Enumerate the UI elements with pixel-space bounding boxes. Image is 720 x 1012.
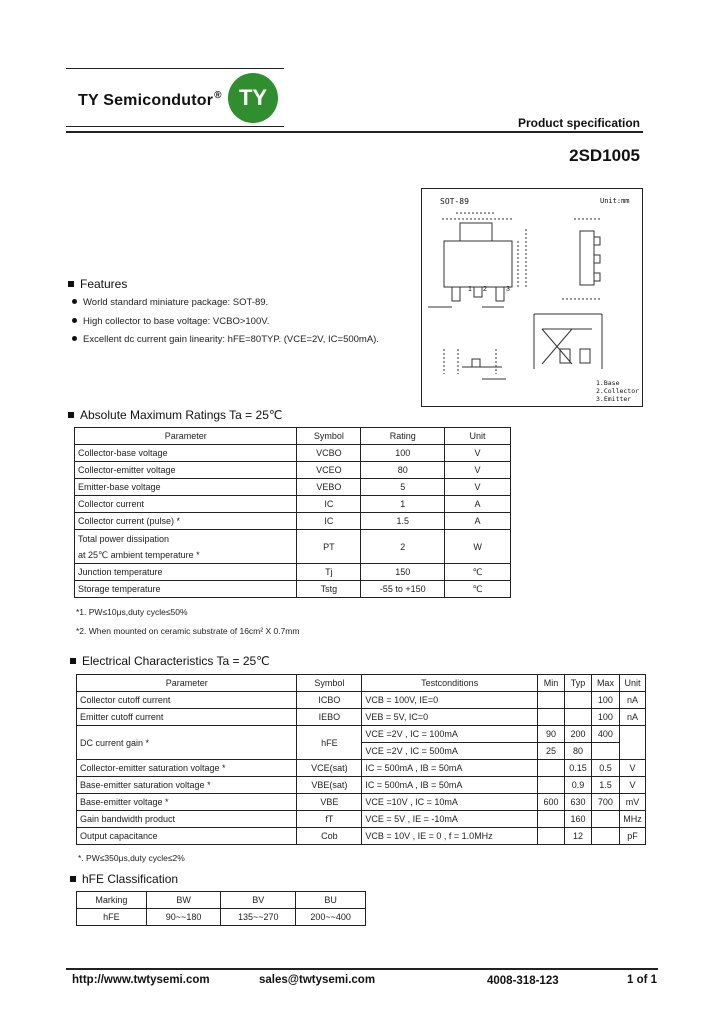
table-header-row <box>75 428 511 445</box>
bullet-icon <box>72 336 77 341</box>
cell-unit: V <box>619 777 645 794</box>
cell-parameter: Emitter cutoff current <box>77 709 297 726</box>
cell-unit: ℃ <box>445 564 511 581</box>
header-under-logo-rule <box>66 126 284 127</box>
section-square-icon <box>68 412 74 418</box>
table-row <box>75 479 511 496</box>
cell-parameter: Collector-emitter saturation voltage * <box>77 760 297 777</box>
cell-min: 25 <box>538 743 565 760</box>
column-header: Min <box>538 675 565 692</box>
cell-symbol: VBE(sat) <box>297 777 362 794</box>
cell-symbol: IC <box>297 513 361 530</box>
package-outline-svg <box>422 189 642 406</box>
pin-number-3: 3 <box>506 286 510 293</box>
elec-title: Electrical Characteristics Ta = 25℃ <box>70 654 270 668</box>
cell-symbol: VBE <box>297 794 362 811</box>
section-square-icon <box>70 876 76 882</box>
pin-legend-item: 2.Collector <box>596 387 640 395</box>
package-unit-label: Unit:mm <box>600 197 630 205</box>
cell-symbol: PT <box>297 530 361 564</box>
cell-min: 90 <box>538 726 565 743</box>
cell-symbol: VEBO <box>297 479 361 496</box>
cell-rating: 100 <box>361 445 445 462</box>
abs-max-title: Absolute Maximum Ratings Ta = 25℃ <box>68 408 282 422</box>
feature-item: High collector to base voltage: VCBO>100V. <box>72 316 269 327</box>
cell-typ: 80 <box>564 743 591 760</box>
cell-rating: -55 to +150 <box>361 581 445 598</box>
hfe-class-title: hFE Classification <box>70 872 178 886</box>
cell-min <box>538 828 565 845</box>
cell-parameter: Output capacitance <box>77 828 297 845</box>
table-row <box>75 530 511 564</box>
cell-symbol: VCEO <box>297 462 361 479</box>
table-row <box>75 445 511 462</box>
cell-condition: VCE =10V , IC = 10mA <box>362 794 538 811</box>
column-header: Symbol <box>297 675 362 692</box>
cell-parameter-line: at 25℃ ambient temperature * <box>78 549 200 560</box>
part-number: 2SD1005 <box>569 146 640 165</box>
cell-symbol: IC <box>297 496 361 513</box>
cell-max: 700 <box>591 794 619 811</box>
company-name: TY Semicondutor® <box>78 90 222 109</box>
cell-unit: W <box>445 530 511 564</box>
column-header: Max <box>591 675 619 692</box>
table-row <box>77 909 366 926</box>
column-header: BW <box>146 892 221 909</box>
column-header: Unit <box>619 675 645 692</box>
cell-condition: VCE =2V , IC = 500mA <box>362 743 538 760</box>
table-row <box>75 564 511 581</box>
table-row <box>77 760 646 777</box>
cell-condition: VEB = 5V, IC=0 <box>362 709 538 726</box>
cell-typ: 160 <box>564 811 591 828</box>
cell-unit: mV <box>619 794 645 811</box>
cell-parameter: Gain bandwidth product <box>77 811 297 828</box>
header-main-rule <box>66 131 643 133</box>
cell-condition: VCE = 5V , IE = -10mA <box>362 811 538 828</box>
elec-note: *. PW≤350μs,duty cycle≤2% <box>78 853 185 863</box>
cell-unit: V <box>445 462 511 479</box>
cell-unit: A <box>445 496 511 513</box>
pin-legend <box>596 379 639 403</box>
cell-max: 0.5 <box>591 760 619 777</box>
table-header-row <box>77 892 366 909</box>
footer-email[interactable]: sales@twtysemi.com <box>259 974 376 986</box>
cell-symbol: VCBO <box>297 445 361 462</box>
cell-unit: V <box>445 445 511 462</box>
company-logo: TY <box>228 73 278 123</box>
column-header: Unit <box>445 428 511 445</box>
pin-legend-item: 1.Base <box>596 379 620 387</box>
package-drawing <box>421 188 643 407</box>
cell-condition: IC = 500mA , IB = 50mA <box>362 777 538 794</box>
abs-max-note-1: *1. PW≤10μs,duty cycle≤50% <box>76 607 188 617</box>
cell-max <box>591 743 619 760</box>
hfe-class-table <box>76 891 366 926</box>
cell-condition: VCB = 100V, IE=0 <box>362 692 538 709</box>
cell-typ: 0.9 <box>564 777 591 794</box>
cell-min <box>538 760 565 777</box>
column-header: Rating <box>361 428 445 445</box>
abs-max-note-2: *2. When mounted on ceramic substrate of 16cm² X 0.7mm <box>76 626 300 636</box>
cell-rating: 80 <box>361 462 445 479</box>
bullet-icon <box>72 318 77 323</box>
cell-condition: IC = 500mA , IB = 50mA <box>362 760 538 777</box>
cell-typ: 12 <box>564 828 591 845</box>
table-row <box>77 828 646 845</box>
cell-parameter: Collector cutoff current <box>77 692 297 709</box>
cell-max <box>591 811 619 828</box>
cell-min: 600 <box>538 794 565 811</box>
footer-phone: 4008-318-123 <box>487 975 559 987</box>
cell-unit: nA <box>619 692 645 709</box>
cell-unit: ℃ <box>445 581 511 598</box>
section-square-icon <box>70 658 76 664</box>
cell-min <box>538 811 565 828</box>
cell-parameter: DC current gain * <box>77 726 297 760</box>
abs-max-table <box>74 427 511 598</box>
cell-parameter-line: Total power dissipation <box>78 533 170 544</box>
footer-website[interactable]: http://www.twtysemi.com <box>72 974 210 986</box>
cell-min <box>538 692 565 709</box>
cell-unit: A <box>445 513 511 530</box>
column-header: Parameter <box>75 428 297 445</box>
pin-number-2: 2 <box>483 286 487 293</box>
cell-max: 100 <box>591 709 619 726</box>
cell-symbol: hFE <box>297 726 362 760</box>
table-row <box>77 777 646 794</box>
cell-parameter: Collector current (pulse) * <box>75 513 297 530</box>
cell-symbol: ICBO <box>297 692 362 709</box>
cell-symbol: fT <box>297 811 362 828</box>
cell-range: 200~~400 <box>296 909 366 926</box>
pin-legend-item: 3.Emitter <box>596 395 632 403</box>
cell-parameter: Collector-emitter voltage <box>75 462 297 479</box>
cell-range: 135~~270 <box>221 909 296 926</box>
cell-unit: V <box>619 760 645 777</box>
product-spec-label: Product specification <box>517 116 640 130</box>
cell-parameter: Collector current <box>75 496 297 513</box>
column-header: Symbol <box>297 428 361 445</box>
cell-unit: nA <box>619 709 645 726</box>
column-header: Testconditions <box>362 675 538 692</box>
cell-max: 1.5 <box>591 777 619 794</box>
header-top-rule <box>66 68 284 69</box>
cell-rating: 1 <box>361 496 445 513</box>
cell-condition: VCB = 10V , IE = 0 , f = 1.0MHz <box>362 828 538 845</box>
cell-unit: V <box>445 479 511 496</box>
cell-parameter: Emitter-base voltage <box>75 479 297 496</box>
cell-min <box>538 709 565 726</box>
cell-max <box>591 828 619 845</box>
cell-rating: 2 <box>361 530 445 564</box>
table-row <box>75 462 511 479</box>
bullet-icon <box>72 299 77 304</box>
cell-unit: MHz <box>619 811 645 828</box>
table-row <box>77 692 646 709</box>
cell-typ: 200 <box>564 726 591 743</box>
cell-unit <box>619 726 645 760</box>
cell-range: 90~~180 <box>146 909 221 926</box>
pin-number-1: 1 <box>468 286 472 293</box>
cell-typ <box>564 709 591 726</box>
cell-min <box>538 777 565 794</box>
column-header: BV <box>221 892 296 909</box>
cell-parameter: Collector-base voltage <box>75 445 297 462</box>
table-header-row <box>77 675 646 692</box>
footer-page: 1 of 1 <box>627 974 658 986</box>
cell-symbol: Cob <box>297 828 362 845</box>
footer-rule <box>66 968 658 970</box>
cell-typ: 630 <box>564 794 591 811</box>
table-row <box>75 513 511 530</box>
cell-symbol: VCE(sat) <box>297 760 362 777</box>
section-square-icon <box>68 281 74 287</box>
elec-char-table <box>76 674 646 845</box>
column-header: BU <box>296 892 366 909</box>
cell-rating: 1.5 <box>361 513 445 530</box>
cell-typ <box>564 692 591 709</box>
column-header: Marking <box>77 892 147 909</box>
column-header: Parameter <box>77 675 297 692</box>
cell-symbol: IEBO <box>297 709 362 726</box>
table-row <box>75 581 511 598</box>
cell-symbol: Tj <box>297 564 361 581</box>
table-row <box>77 794 646 811</box>
features-title: Features <box>68 277 127 291</box>
cell-parameter: Junction temperature <box>75 564 297 581</box>
cell-marking: hFE <box>77 909 147 926</box>
cell-condition: VCE =2V , IC = 100mA <box>362 726 538 743</box>
feature-item: Excellent dc current gain linearity: hFE=80TYP. (VCE=2V, IC=500mA). <box>72 334 379 345</box>
cell-symbol: Tstg <box>297 581 361 598</box>
cell-typ: 0.15 <box>564 760 591 777</box>
cell-max: 100 <box>591 692 619 709</box>
table-row <box>77 709 646 726</box>
table-row <box>77 726 646 743</box>
cell-parameter: Base-emitter voltage * <box>77 794 297 811</box>
table-row <box>75 496 511 513</box>
cell-rating: 150 <box>361 564 445 581</box>
cell-parameter: Base-emitter saturation voltage * <box>77 777 297 794</box>
package-name: SOT-89 <box>440 197 469 206</box>
column-header: Typ <box>564 675 591 692</box>
cell-max: 400 <box>591 726 619 743</box>
cell-rating: 5 <box>361 479 445 496</box>
feature-item: World standard miniature package: SOT-89. <box>72 297 268 308</box>
table-row <box>77 811 646 828</box>
cell-parameter: Storage temperature <box>75 581 297 598</box>
cell-parameter <box>75 530 297 564</box>
cell-unit: pF <box>619 828 645 845</box>
